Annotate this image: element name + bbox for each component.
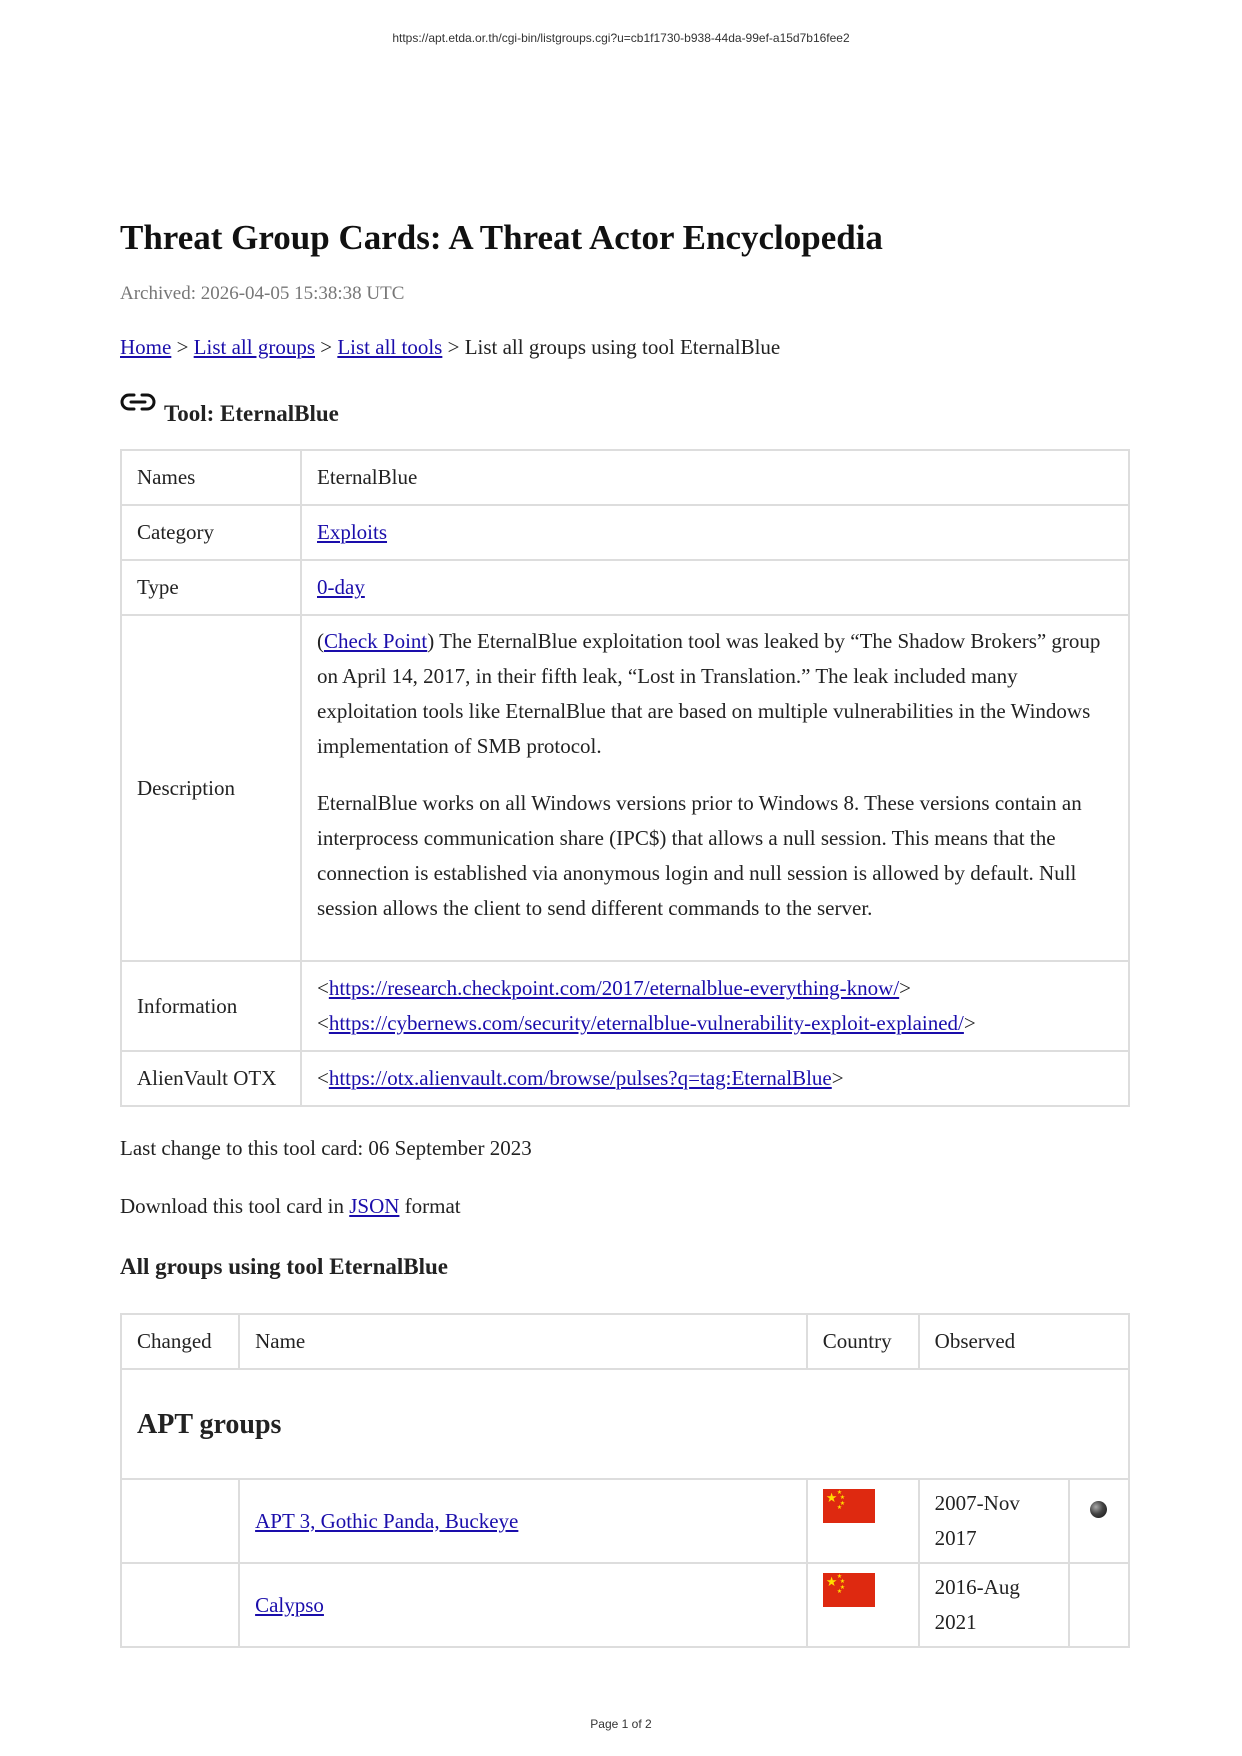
type-row bbox=[121, 560, 1129, 615]
observed-cell: 2007-Nov 2017 bbox=[919, 1479, 1069, 1563]
download-line bbox=[120, 1193, 1130, 1219]
gt: > bbox=[899, 976, 911, 1000]
type-label: Type bbox=[121, 560, 301, 615]
breadcrumb bbox=[120, 334, 1130, 360]
type-link[interactable]: 0-day bbox=[317, 575, 365, 599]
breadcrumb-groups-link[interactable]: List all groups bbox=[193, 335, 315, 359]
json-download-link[interactable]: JSON bbox=[349, 1194, 400, 1218]
breadcrumb-home-link[interactable]: Home bbox=[120, 335, 172, 359]
info-link[interactable]: https://research.checkpoint.com/2017/eternalblue-everything-know/ bbox=[328, 976, 900, 1000]
category-cell bbox=[301, 505, 1129, 560]
description-paragraph: EternalBlue works on all Windows versions prior to Windows 8. These versions contain an interprocess communication share (IPC$) that allows a null session. This means that the connection is established via anonymous login and null session is allowed by default. Null session allows the client to send different commands to the server. bbox=[317, 791, 1082, 920]
link-icon bbox=[120, 390, 156, 414]
section-row bbox=[121, 1369, 1129, 1479]
marker-cell bbox=[1069, 1563, 1129, 1647]
breadcrumb-separator: > bbox=[447, 335, 460, 359]
groups-header-row bbox=[121, 1314, 1129, 1369]
country-cell bbox=[807, 1479, 919, 1563]
breadcrumb-current: List all groups using tool EternalBlue bbox=[464, 335, 781, 359]
download-text: Download this tool card in bbox=[120, 1194, 350, 1218]
tool-info-table bbox=[120, 449, 1130, 1107]
column-header-changed: Changed bbox=[121, 1314, 239, 1369]
otx-value bbox=[301, 1051, 1129, 1106]
pdf-header-url: https://apt.etda.or.th/cgi-bin/listgroups.cgi?u=cb1f1730-b938-44da-99ef-a15d7b16fee2 bbox=[392, 31, 850, 45]
lt: < bbox=[317, 1066, 329, 1090]
breadcrumb-separator: > bbox=[176, 335, 189, 359]
lt: < bbox=[317, 976, 329, 1000]
china-flag-icon: ★ ★ ★ ★ ★ bbox=[823, 1489, 875, 1523]
otx-label: AlienVault OTX bbox=[121, 1051, 301, 1106]
archived-timestamp: Archived: 2026-04-05 15:38:38 UTC bbox=[120, 283, 405, 304]
lt: < bbox=[317, 1011, 329, 1035]
info-link[interactable]: https://cybernews.com/security/eternalblue-vulnerability-exploit-explained/ bbox=[328, 1011, 964, 1035]
info-link-line bbox=[317, 971, 1113, 1006]
category-label: Category bbox=[121, 505, 301, 560]
changed-cell bbox=[121, 1479, 239, 1563]
description-value bbox=[301, 615, 1129, 961]
breadcrumb-separator: > bbox=[320, 335, 333, 359]
main-content bbox=[120, 210, 1130, 1648]
category-link[interactable]: Exploits bbox=[317, 520, 388, 544]
names-label: Names bbox=[121, 450, 301, 505]
names-row bbox=[121, 450, 1129, 505]
observed-cell: 2016-Aug 2021 bbox=[919, 1563, 1069, 1647]
last-change-text: Last change to this tool card: 06 September 2023 bbox=[120, 1136, 532, 1160]
name-cell bbox=[239, 1479, 807, 1563]
gt: > bbox=[963, 1011, 976, 1035]
otx-row bbox=[121, 1051, 1129, 1106]
name-cell bbox=[239, 1563, 807, 1647]
otx-link[interactable]: https://otx.alienvault.com/browse/pulses?q=tag:EternalBlue bbox=[328, 1066, 832, 1090]
breadcrumb-tools-link[interactable]: List all tools bbox=[337, 335, 443, 359]
table-row bbox=[121, 1479, 1129, 1563]
china-flag-icon: ★ ★ ★ ★ ★ bbox=[823, 1573, 875, 1607]
download-text: format bbox=[399, 1194, 461, 1218]
information-label: Information bbox=[121, 961, 301, 1051]
tool-heading bbox=[120, 388, 1130, 428]
group-link[interactable]: APT 3, Gothic Panda, Buckeye bbox=[255, 1508, 519, 1533]
table-row bbox=[121, 1563, 1129, 1647]
desc-text: ) The EternalBlue exploitation tool was leaked by “The Shadow Brokers” group on April 14, 2017, in their fifth leak, “Lost in Translation.” The leak included many exploitation tools like EternalBlue that are based on multiple vulnerabilities in the Windows implementation of SMB protocol. bbox=[317, 629, 1101, 758]
groups-table bbox=[120, 1313, 1130, 1648]
groups-heading: All groups using tool EternalBlue bbox=[120, 1254, 449, 1279]
section-cell bbox=[121, 1369, 1129, 1479]
country-cell bbox=[807, 1563, 919, 1647]
ball-icon bbox=[1090, 1501, 1107, 1518]
information-value bbox=[301, 961, 1129, 1051]
group-link[interactable]: Calypso bbox=[255, 1592, 324, 1617]
category-row bbox=[121, 505, 1129, 560]
marker-cell bbox=[1069, 1479, 1129, 1563]
description-paragraph bbox=[317, 624, 1113, 764]
pdf-page-number: Page 1 of 2 bbox=[590, 1717, 652, 1731]
column-header-observed: Observed bbox=[919, 1314, 1129, 1369]
description-row bbox=[121, 615, 1129, 961]
tool-title: Tool: EternalBlue bbox=[164, 401, 339, 426]
description-label: Description bbox=[121, 615, 301, 961]
column-header-name: Name bbox=[239, 1314, 807, 1369]
gt: > bbox=[831, 1066, 844, 1090]
changed-cell bbox=[121, 1563, 239, 1647]
type-cell bbox=[301, 560, 1129, 615]
column-header-country: Country bbox=[807, 1314, 919, 1369]
info-link-line bbox=[317, 1006, 1113, 1041]
desc-paren: ( bbox=[317, 629, 324, 653]
page-title: Threat Group Cards: A Threat Actor Encyclopedia bbox=[120, 218, 883, 257]
check-point-source-link[interactable]: Check Point bbox=[324, 629, 428, 653]
names-value: EternalBlue bbox=[301, 450, 1129, 505]
section-title: APT groups bbox=[137, 1408, 282, 1440]
information-row bbox=[121, 961, 1129, 1051]
